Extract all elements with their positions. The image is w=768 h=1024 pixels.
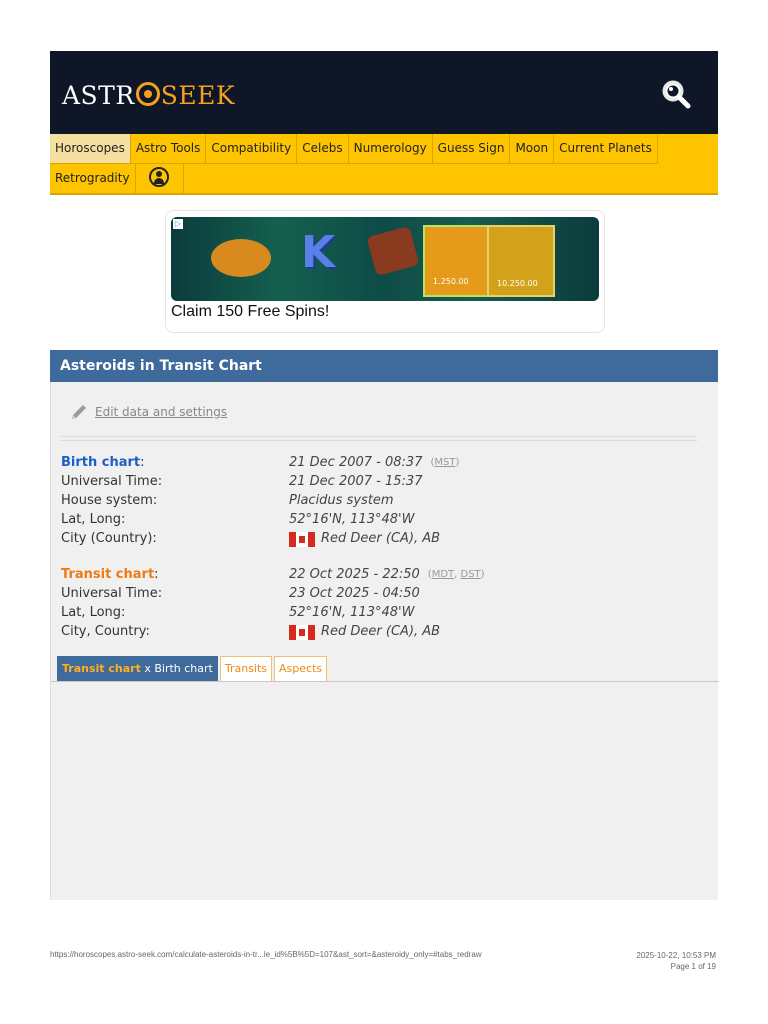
chart-tabs bbox=[57, 656, 329, 682]
logo-text-left: ASTR bbox=[62, 80, 135, 110]
nav-item-moon[interactable]: Moon bbox=[510, 134, 554, 164]
transit-ut-value: 23 Oct 2025 - 04:50 bbox=[289, 586, 420, 601]
birth-city-label: City (Country): bbox=[61, 531, 157, 546]
nav-item-numerology[interactable]: Numerology bbox=[349, 134, 433, 164]
tabs-underline bbox=[51, 681, 719, 682]
edit-settings-label: Edit data and settings bbox=[95, 405, 228, 419]
nav-item-compatibility[interactable]: Compatibility bbox=[206, 134, 297, 164]
ad-value-1: 1.250.00 bbox=[433, 277, 469, 286]
site-logo[interactable] bbox=[62, 80, 235, 110]
logo-eye-icon bbox=[136, 82, 160, 106]
birth-ut-label: Universal Time: bbox=[61, 474, 163, 489]
transit-date: 22 Oct 2025 - 22:50 (MDT, DST) bbox=[289, 567, 485, 582]
site-header bbox=[50, 51, 718, 134]
ad-image bbox=[171, 217, 599, 301]
ad-tile-1 bbox=[423, 225, 489, 297]
house-system-value: Placidus system bbox=[289, 493, 394, 508]
nav-item-guess-sign[interactable]: Guess Sign bbox=[433, 134, 511, 164]
main-nav bbox=[50, 134, 718, 195]
nav-item-current-planets[interactable]: Current Planets bbox=[554, 134, 658, 164]
panel-body bbox=[50, 382, 718, 900]
transit-latlong-value: 52°16'N, 113°48'W bbox=[289, 605, 415, 620]
transit-latlong-label: Lat, Long: bbox=[61, 605, 126, 620]
transit-ut-label: Universal Time: bbox=[61, 586, 163, 601]
house-system-label: House system: bbox=[61, 493, 158, 508]
nav-item-retrogradity[interactable]: Retrogradity bbox=[50, 164, 136, 194]
panel-title: Asteroids in Transit Chart bbox=[50, 350, 718, 382]
birth-ut-value: 21 Dec 2007 - 15:37 bbox=[289, 474, 423, 489]
birth-latlong-label: Lat, Long: bbox=[61, 512, 126, 527]
ad-banner[interactable] bbox=[165, 210, 605, 333]
print-footer-meta bbox=[636, 950, 716, 972]
ad-chest-graphic bbox=[367, 226, 420, 276]
logo-text-right: SEEK bbox=[160, 80, 235, 110]
print-footer-page: Page 1 of 19 bbox=[670, 962, 716, 971]
tab-transit-x-birth[interactable]: Transit chart x Birth chart bbox=[57, 656, 218, 682]
nav-item-astro-tools[interactable]: Astro Tools bbox=[131, 134, 207, 164]
transit-tz-link[interactable]: MDT bbox=[431, 569, 455, 580]
ad-headline[interactable]: Claim 150 Free Spins! bbox=[171, 303, 330, 320]
birth-chart-heading: Birth chart: bbox=[61, 455, 145, 470]
section-divider bbox=[61, 436, 697, 441]
transit-dst-link[interactable]: DST bbox=[460, 569, 481, 580]
print-footer-url: https://horoscopes.astro-seek.com/calculate-asteroids-in-tr...le_id%5B%5D=107&ast_sort=&asteroidy_only=#tabs_redraw bbox=[50, 950, 482, 959]
tab-transits[interactable]: Transits bbox=[220, 656, 272, 682]
ad-value-2: 10.250.00 bbox=[497, 279, 538, 288]
birth-tz-link[interactable]: MST bbox=[434, 457, 456, 468]
print-footer-datetime: 2025-10-22, 10:53 PM bbox=[636, 951, 716, 960]
edit-settings-link[interactable] bbox=[69, 402, 227, 422]
ad-choices-icon[interactable]: ▷ bbox=[174, 219, 182, 228]
transit-chart-heading: Transit chart: bbox=[61, 567, 159, 582]
canada-flag-icon bbox=[289, 625, 315, 640]
magnifier-icon bbox=[660, 78, 692, 110]
nav-row-1 bbox=[50, 134, 658, 164]
nav-item-celebs[interactable]: Celebs bbox=[297, 134, 348, 164]
transit-city-value: Red Deer (CA), AB bbox=[289, 623, 440, 641]
transit-city-label: City, Country: bbox=[61, 624, 150, 639]
tab-aspects[interactable]: Aspects bbox=[274, 656, 327, 682]
birth-city-value: Red Deer (CA), AB bbox=[289, 530, 440, 548]
user-icon bbox=[149, 167, 169, 187]
birth-latlong-value: 52°16'N, 113°48'W bbox=[289, 512, 415, 527]
ad-fish-graphic bbox=[211, 239, 271, 277]
nav-row-2 bbox=[50, 164, 184, 194]
nav-item-user[interactable] bbox=[136, 164, 184, 194]
ad-letter: K bbox=[301, 227, 336, 278]
canada-flag-icon bbox=[289, 532, 315, 547]
search-button[interactable] bbox=[660, 78, 692, 110]
birth-date: 21 Dec 2007 - 08:37 (MST) bbox=[289, 455, 460, 470]
nav-item-horoscopes[interactable]: Horoscopes bbox=[50, 134, 131, 164]
pencil-icon bbox=[69, 402, 89, 422]
